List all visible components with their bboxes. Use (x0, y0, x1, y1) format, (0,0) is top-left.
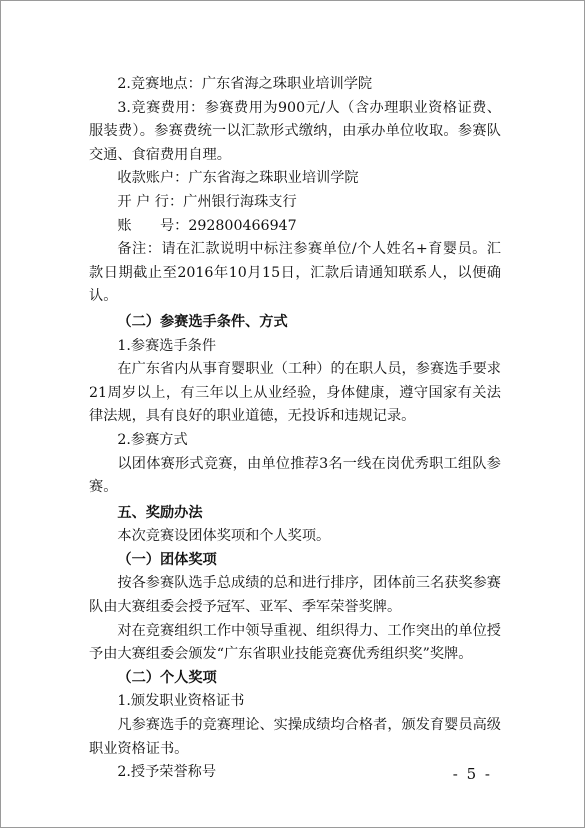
section-heading-contestant-conditions: （二）参赛选手条件、方式 (117, 313, 288, 330)
document-body (89, 73, 501, 785)
account-number-line: 账 号：292800466947 (117, 217, 297, 234)
payee-account-line: 收款账户：广东省海之珠职业培训学院 (117, 170, 359, 187)
subheading-certificate: 1.颁发职业资格证书 (117, 693, 245, 710)
team-awards-paragraph: 按各参赛队选手总成绩的总和进行排序，团体前三名获奖参赛队由大赛组委会授予冠军、亚军、季军荣誉奖牌。 (89, 575, 501, 616)
subheading-participation-method: 2.参赛方式 (117, 431, 188, 448)
venue-line: 2.竞赛地点：广东省海之珠职业培训学院 (117, 76, 373, 92)
section-heading-team-awards: （一）团体奖项 (117, 551, 217, 568)
page-number: - 5 - (452, 765, 492, 783)
subheading-contestant-conditions: 1.参赛选手条件 (117, 337, 217, 354)
participation-paragraph: 以团体赛形式竞赛，由单位推荐3名一线在岗优秀职工组队参赛。 (89, 455, 501, 496)
awards-intro: 本次竞赛设团体奖项和个人奖项。 (117, 528, 331, 545)
subheading-honor-title: 2.授予荣誉称号 (117, 764, 217, 781)
conditions-paragraph: 在广东省内从事育婴职业（工种）的在职人员，参赛选手要求21周岁以上，有三年以上从业经验，身体健康，遵守国家有关法律法规，具有良好的职业道德，无投诉和违规记录。 (89, 361, 501, 425)
fee-paragraph: 3.竞赛费用：参赛费用为900元/人（含办理职业资格证费、服装费）。参赛费统一以汇款形式缴纳，由承办单位收取。参赛队交通、食宿费用自理。 (89, 99, 501, 163)
remark-paragraph: 备注：请在汇款说明中标注参赛单位/个人姓名+育婴员。汇款日期截止至2016年10月15日，汇款后请通知联系人，以便确认。 (89, 241, 501, 305)
certificate-paragraph: 凡参赛选手的竞赛理论、实操成绩均合格者，颁发育婴员高级职业资格证书。 (89, 717, 501, 757)
bank-line: 开 户 行：广州银行海珠支行 (117, 193, 297, 210)
section-heading-individual-awards: （二）个人奖项 (117, 669, 217, 686)
section-heading-awards: 五、奖励办法 (117, 504, 203, 521)
organization-award-paragraph: 对在竞赛组织工作中领导重视、组织得力、工作突出的单位授予由大赛组委会颁发“广东省职业技能竞赛优秀组织奖”奖牌。 (89, 622, 501, 663)
